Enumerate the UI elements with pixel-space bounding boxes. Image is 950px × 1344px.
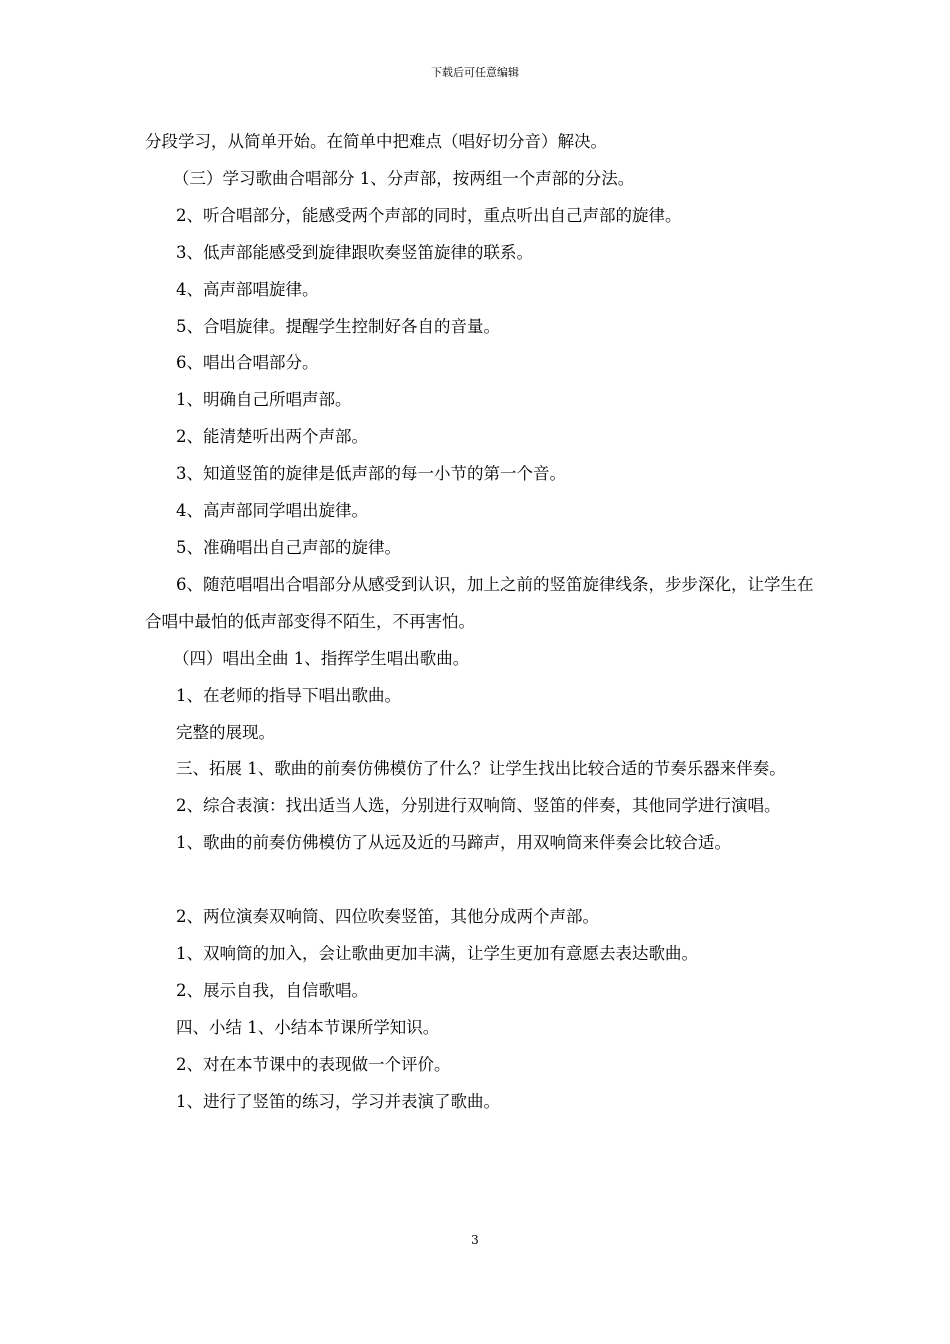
paragraph: 3、知道竖笛的旋律是低声部的每一小节的第一个音。	[176, 464, 566, 484]
paragraph: 6、随范唱唱出合唱部分从感受到认识，加上之前的竖笛旋律线条，步步深化，让学生在合唱中最怕的低声部变得不陌生，不再害怕。	[145, 574, 814, 631]
page-header: 下载后可任意编辑	[431, 66, 519, 79]
paragraph: 3、低声部能感受到旋律跟吹奏竖笛旋律的联系。	[176, 242, 533, 262]
page-number: 3	[471, 1233, 479, 1247]
paragraph: （三）学习歌曲合唱部分 1、分声部，按两组一个声部的分法。	[173, 168, 635, 188]
paragraph: 2、综合表演：找出适当人选，分别进行双响筒、竖笛的伴奏，其他同学进行演唱。	[176, 796, 781, 816]
paragraph: 4、高声部同学唱出旋律。	[176, 501, 368, 521]
paragraph: 2、两位演奏双响筒、四位吹奏竖笛，其他分成两个声部。	[176, 907, 599, 927]
paragraph: 1、进行了竖笛的练习，学习并表演了歌曲。	[176, 1091, 500, 1111]
paragraph: 1、在老师的指导下唱出歌曲。	[176, 685, 401, 705]
paragraph: 6、唱出合唱部分。	[176, 353, 319, 373]
paragraph: 四、小结 1、小结本节课所学知识。	[176, 1017, 440, 1037]
paragraph: 2、对在本节课中的表现做一个评价。	[176, 1054, 451, 1074]
blank-line	[145, 862, 825, 899]
paragraph: 1、双响筒的加入，会让歌曲更加丰满，让学生更加有意愿去表达歌曲。	[176, 944, 698, 964]
paragraph: （四）唱出全曲 1、指挥学生唱出歌曲。	[173, 648, 470, 668]
document-body	[145, 124, 825, 1121]
paragraph: 完整的展现。	[176, 722, 275, 742]
paragraph: 三、拓展 1、歌曲的前奏仿佛模仿了什么？让学生找出比较合适的节奏乐器来伴奏。	[176, 759, 786, 779]
paragraph: 5、准确唱出自己声部的旋律。	[176, 537, 401, 557]
paragraph: 分段学习，从简单开始。在简单中把难点（唱好切分音）解决。	[145, 132, 607, 151]
paragraph: 5、合唱旋律。提醒学生控制好各自的音量。	[176, 316, 500, 336]
paragraph: 2、能清楚听出两个声部。	[176, 427, 368, 447]
paragraph: 2、听合唱部分，能感受两个声部的同时，重点听出自己声部的旋律。	[176, 205, 682, 225]
paragraph: 1、明确自己所唱声部。	[176, 390, 352, 410]
paragraph: 4、高声部唱旋律。	[176, 279, 319, 299]
paragraph: 2、展示自我，自信歌唱。	[176, 980, 368, 1000]
paragraph: 1、歌曲的前奏仿佛模仿了从远及近的马蹄声，用双响筒来伴奏会比较合适。	[176, 833, 731, 853]
